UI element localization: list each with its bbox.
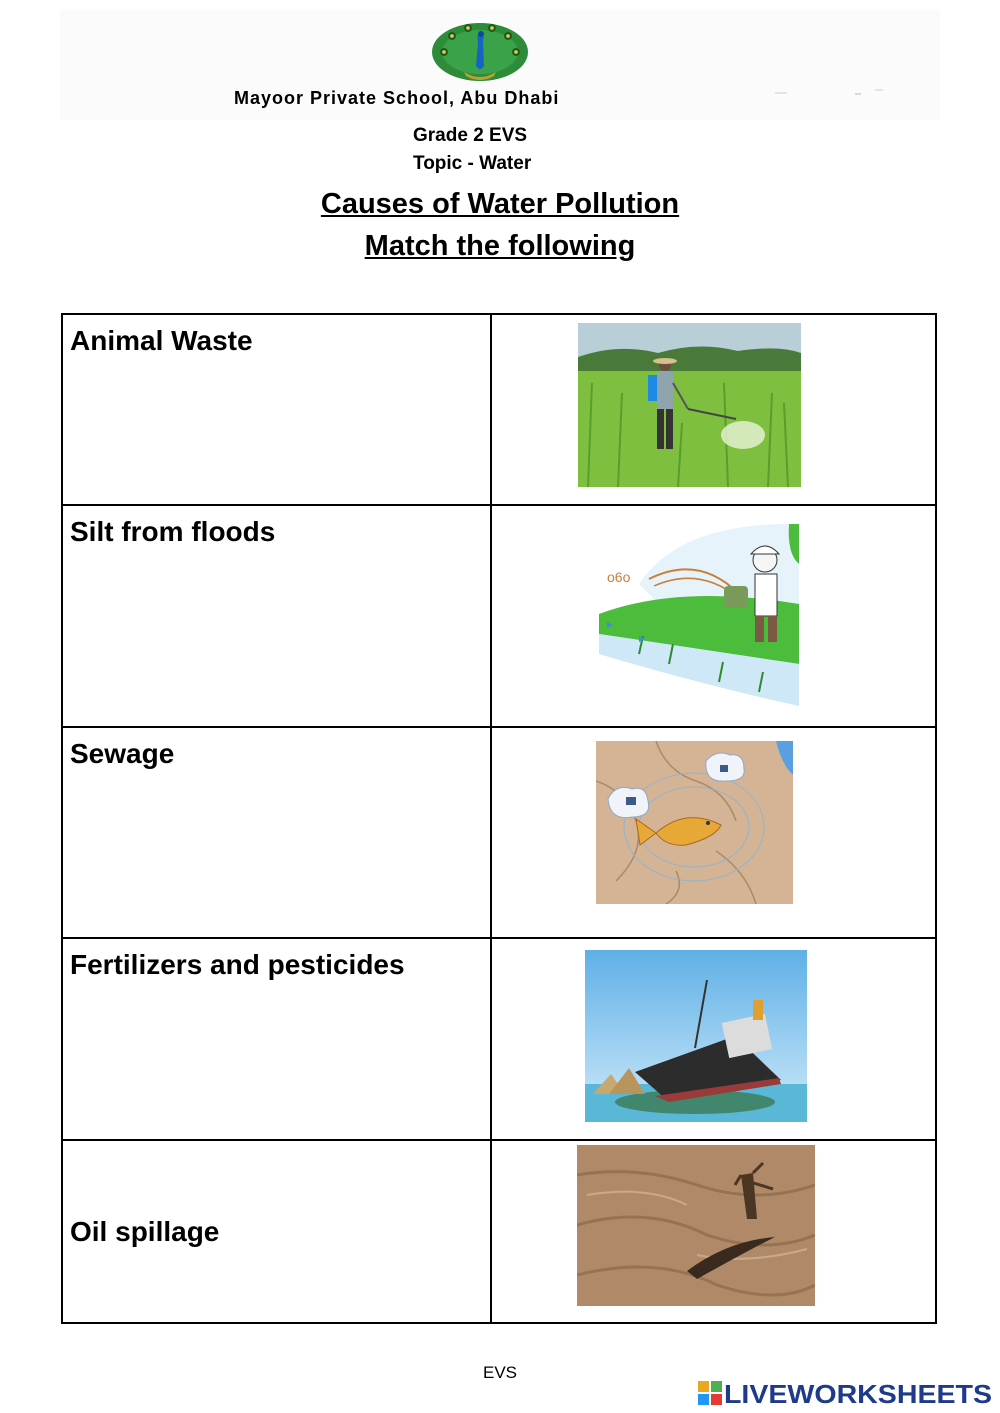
grade-label: Grade 2 EVS <box>413 125 528 146</box>
image-cell <box>491 727 936 938</box>
table-row <box>62 938 936 1140</box>
image-cell <box>491 505 936 727</box>
image-cell <box>491 1140 936 1323</box>
row-label[interactable]: Oil spillage <box>70 1215 220 1247</box>
svg-text:o6o: o6o <box>607 569 631 585</box>
topic-label: Topic - Water <box>413 153 532 174</box>
label-cell <box>62 1140 491 1323</box>
worker-pouring-waste-image[interactable] <box>599 524 799 706</box>
table-row <box>62 727 936 938</box>
row-label[interactable]: Silt from floods <box>70 516 276 547</box>
liveworksheets-brand-text: LIVEWORKSHEETS <box>724 1379 992 1408</box>
liveworksheets-logo[interactable] <box>698 1378 994 1408</box>
label-cell <box>62 505 491 727</box>
label-cell <box>62 727 491 938</box>
worksheet-subtitle: Match the following <box>364 230 636 262</box>
image-cell <box>491 314 936 505</box>
image-cell <box>491 938 936 1140</box>
table-row <box>62 314 936 505</box>
row-label[interactable]: Fertilizers and pesticides <box>70 949 405 980</box>
table-row <box>62 1140 936 1323</box>
farmer-spraying-pesticide-image[interactable] <box>578 323 801 487</box>
worksheet-title: Causes of Water Pollution <box>320 188 680 220</box>
oil-tanker-image[interactable] <box>585 950 807 1122</box>
table-row <box>62 505 936 727</box>
footer-text: EVS <box>482 1363 518 1382</box>
peacock-logo <box>430 22 530 84</box>
row-label[interactable]: Sewage <box>70 738 175 769</box>
matching-table <box>61 313 937 1324</box>
muddy-flood-image[interactable] <box>577 1145 815 1306</box>
label-cell <box>62 938 491 1140</box>
faint-mark <box>775 88 915 98</box>
row-label[interactable]: Animal Waste <box>70 325 253 356</box>
school-name: Mayoor Private School, Abu Dhabi <box>234 88 560 108</box>
label-cell <box>62 314 491 505</box>
polluted-water-fish-image[interactable] <box>596 741 793 904</box>
